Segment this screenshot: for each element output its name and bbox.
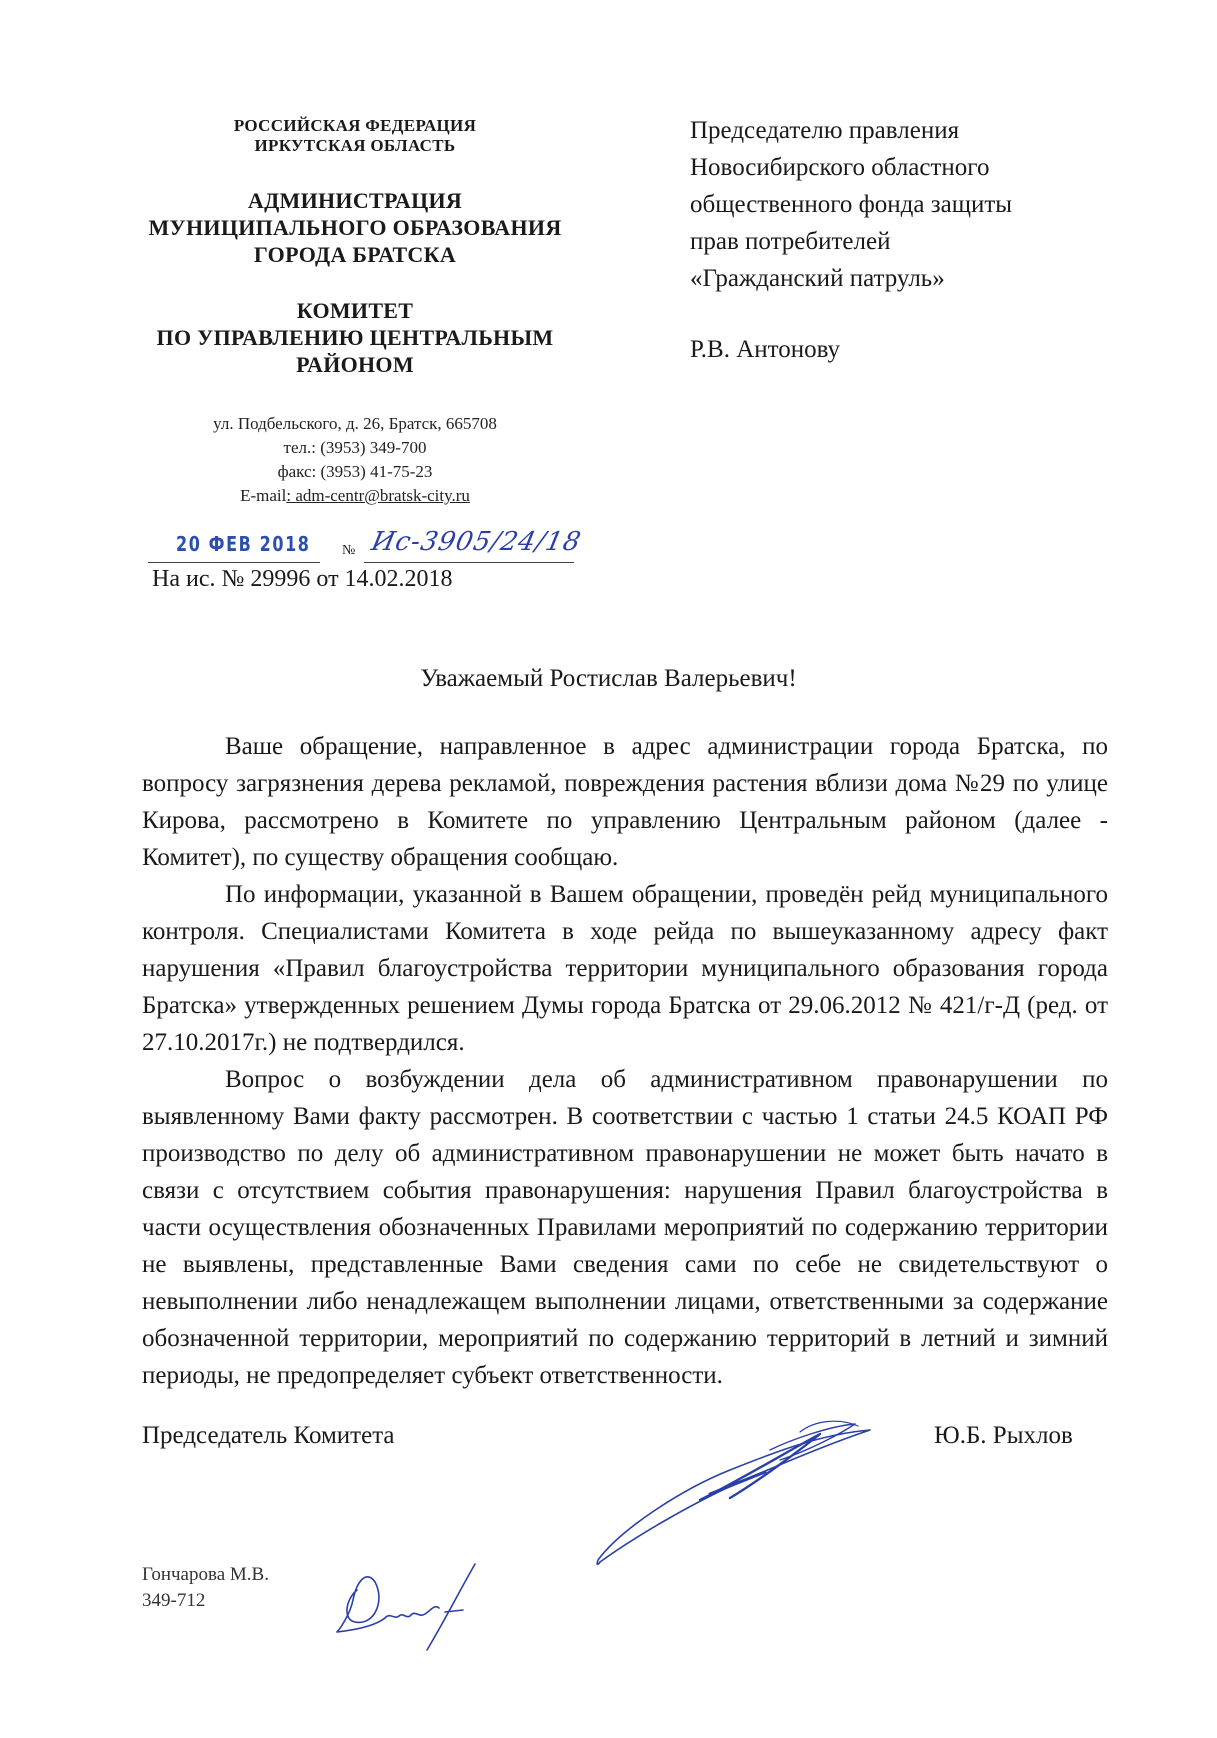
- date-stamp: 20 ФЕВ 2018: [176, 532, 311, 556]
- address-line: ул. Подбельского, д. 26, Братск, 665708: [213, 414, 497, 433]
- salutation: Уважаемый Ростислав Валерьевич!: [420, 665, 797, 692]
- email-link[interactable]: : adm-centr@bratsk-city.ru: [286, 486, 470, 505]
- letter-body: [142, 728, 1108, 1394]
- signatory-name: Ю.Б. Рыхлов: [934, 1422, 1073, 1449]
- executor-signature: [335, 1560, 495, 1660]
- outgoing-number-handwritten: Ис-3905/24/18: [368, 527, 585, 557]
- addressee-line: «Гражданский патруль»: [690, 265, 945, 292]
- addressee-line: Новосибирского областного: [690, 154, 990, 181]
- country-line: РОССИЙСКАЯ ФЕДЕРАЦИЯ: [233, 116, 477, 135]
- phone-line: тел.: (3953) 349-700: [283, 438, 427, 457]
- email-label: E-mail: [240, 486, 287, 505]
- letterhead-committee: [130, 297, 580, 378]
- reply-reference: На ис. № 29996 от 14.02.2018: [152, 566, 453, 592]
- signatory-title: Председатель Комитета: [142, 1422, 395, 1449]
- number-underline: [364, 562, 574, 563]
- committee-line: РАЙОНОМ: [296, 352, 414, 377]
- committee-line: КОМИТЕТ: [296, 298, 414, 323]
- letterhead-contacts: [130, 412, 580, 508]
- region-line: ИРКУТСКАЯ ОБЛАСТЬ: [254, 136, 456, 155]
- fax-line: факс: (3953) 41-75-23: [277, 462, 433, 481]
- body-paragraph: По информации, указанной в Вашем обращении, проведён рейд муниципального контроля. Специалистами Комитета в ходе рейда по вышеуказанному адресу факт нарушения «Правил благоустройства территории муниципального образования города Братска» утвержденных решением Думы города Братска от 29.06.2012 № 421/г-Д (ред. от 27.10.2017г.) не подтвердился.: [142, 881, 1108, 1056]
- addressee-block: [690, 112, 1012, 297]
- executor-phone: 349-712: [142, 1590, 206, 1611]
- addressee-line: прав потребителей: [690, 228, 891, 255]
- admin-line: ГОРОДА БРАТСКА: [253, 242, 457, 267]
- date-underline: [148, 562, 320, 563]
- admin-line: АДМИНИСТРАЦИЯ: [247, 188, 463, 213]
- chairman-signature: [590, 1420, 880, 1570]
- committee-line: ПО УПРАВЛЕНИЮ ЦЕНТРАЛЬНЫМ: [156, 325, 554, 350]
- number-label: №: [342, 543, 356, 558]
- executor-info: [142, 1562, 269, 1614]
- body-paragraph: Вопрос о возбуждении дела об административном правонарушении по выявленному Вами факту рассмотрен. В соответствии с частью 1 статьи 24.5 КОАП РФ производство по делу об административном правонарушении не может быть начато в связи с отсутствием события правонарушения: нарушения Правил благоустройства в части осуществления обозначенных Правилами мероприятий по содержанию территории не выявлены, представленные Вами сведения сами по себе не свидетельствуют о невыполнении либо ненадлежащем выполнении лицами, ответственными за содержание обозначенной территории, мероприятий по содержанию территорий в летний и зимний периоды, не предопределяет субъект ответственности.: [142, 1066, 1108, 1389]
- body-paragraph: Ваше обращение, направленное в адрес администрации города Братска, по вопросу загрязнения дерева рекламой, повреждения растения вблизи дома №29 по улице Кирова, рассмотрено в Комитете по управлению Центральным районом (далее - Комитет), по существу обращения сообщаю.: [142, 733, 1108, 871]
- email-line: [130, 484, 580, 508]
- letterhead-administration: [130, 187, 580, 268]
- admin-line: МУНИЦИПАЛЬНОГО ОБРАЗОВАНИЯ: [148, 215, 562, 240]
- executor-name: Гончарова М.В.: [142, 1564, 269, 1585]
- addressee-line: общественного фонда защиты: [690, 191, 1013, 218]
- addressee-name: Р.В. Антонову: [690, 336, 841, 363]
- letterhead-country: [130, 116, 580, 156]
- addressee-line: Председателю правления: [690, 117, 960, 144]
